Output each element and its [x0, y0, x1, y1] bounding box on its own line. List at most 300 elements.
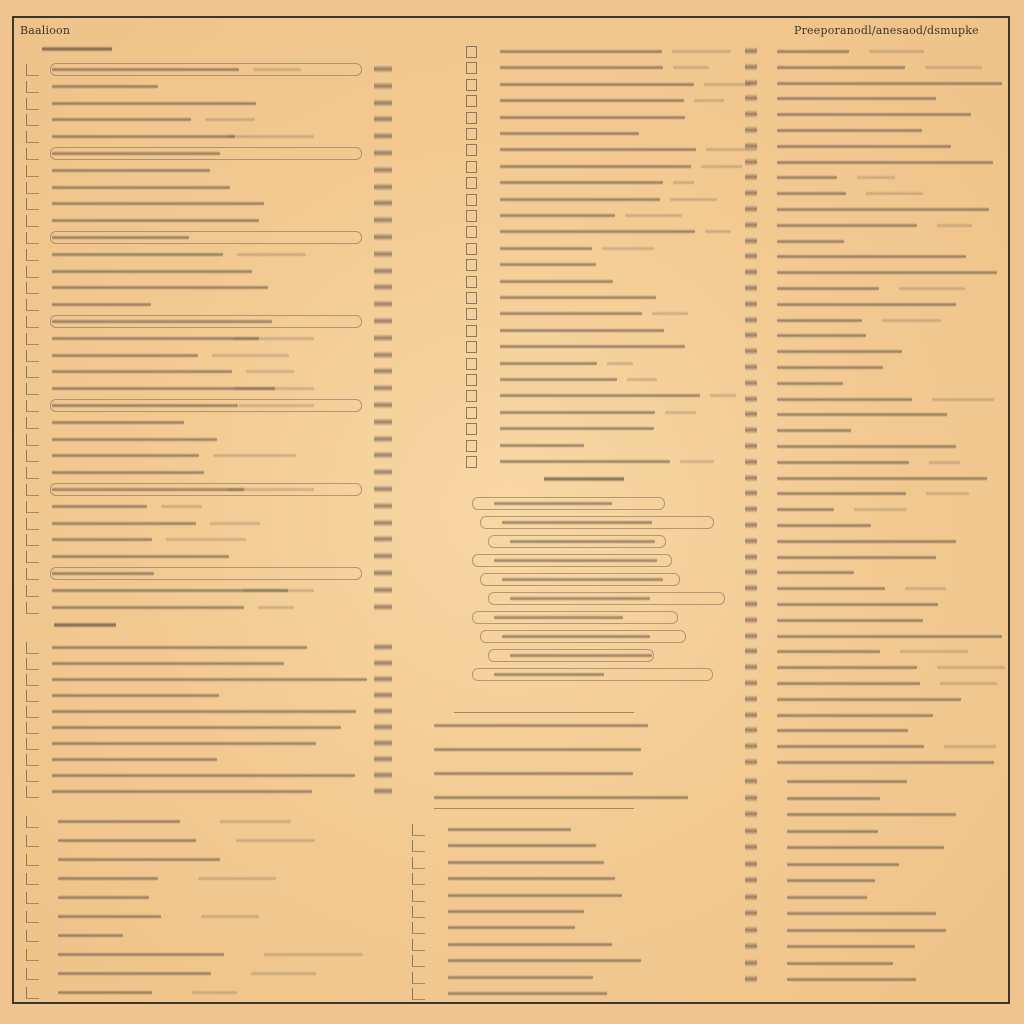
entry-text — [777, 460, 909, 465]
entry-text — [777, 49, 849, 54]
ledger-row — [14, 568, 394, 580]
entry-text — [500, 98, 684, 103]
entry-text — [52, 437, 217, 442]
entry-text — [448, 909, 584, 914]
entry-text — [777, 128, 922, 133]
entry-chip — [50, 231, 362, 244]
ledger-row — [739, 441, 1012, 453]
entry-text — [500, 459, 670, 464]
entry-value — [745, 189, 757, 197]
entry-text — [787, 878, 875, 883]
ledger-row — [394, 612, 739, 624]
ledger-row — [739, 941, 1012, 953]
entry-text — [777, 175, 837, 180]
entry-text — [52, 661, 284, 666]
row-number-mark — [26, 770, 39, 782]
checkbox-mark — [466, 161, 477, 173]
ledger-row — [14, 350, 394, 362]
entry-text — [448, 827, 571, 832]
ledger-row — [14, 949, 394, 961]
ledger-row — [739, 908, 1012, 920]
entry-text — [777, 760, 994, 765]
ledger-row — [14, 930, 394, 942]
entry-note — [680, 459, 714, 464]
checkbox-mark — [466, 341, 477, 353]
entry-text — [777, 96, 936, 101]
entry-text — [52, 677, 367, 682]
row-number-mark — [412, 955, 425, 967]
entry-text — [787, 944, 915, 949]
entry-text — [500, 131, 639, 136]
row-number-mark — [26, 81, 39, 93]
ledger-row — [739, 346, 1012, 358]
section-heading — [54, 622, 116, 628]
row-number-mark — [26, 873, 39, 885]
checkbox-mark — [466, 358, 477, 370]
row-number-mark — [26, 165, 39, 177]
row-number-mark — [26, 467, 39, 479]
ledger-row — [394, 62, 739, 74]
entry-text — [52, 757, 217, 762]
entry-value — [745, 537, 757, 545]
entry-text — [52, 336, 259, 341]
entry-value — [374, 418, 392, 426]
entry-text — [500, 393, 700, 398]
entry-value — [374, 317, 392, 325]
entry-chip — [50, 483, 362, 496]
entry-note — [701, 164, 742, 169]
entry-text — [52, 369, 232, 374]
entry-value — [745, 268, 757, 276]
ledger-row — [394, 631, 739, 643]
entry-text — [500, 65, 663, 70]
entry-value — [745, 616, 757, 624]
entry-value — [745, 794, 757, 802]
ledger-row — [14, 786, 394, 798]
entry-value — [745, 926, 757, 934]
entry-text — [777, 618, 923, 623]
entry-value — [745, 893, 757, 901]
entry-value — [745, 876, 757, 884]
ledger-row — [14, 98, 394, 110]
entry-text — [52, 201, 264, 206]
entry-text — [494, 558, 657, 563]
ledger-row — [739, 662, 1012, 674]
entry-text — [777, 555, 936, 560]
entry-value — [374, 82, 392, 90]
entry-value — [374, 183, 392, 191]
ledger-row — [739, 204, 1012, 216]
entry-chip — [50, 315, 362, 328]
entry-text — [777, 207, 989, 212]
entry-text — [787, 779, 907, 784]
ledger-row — [394, 972, 739, 984]
entry-text — [777, 523, 871, 528]
ledger-row — [739, 875, 1012, 887]
entry-text — [787, 862, 899, 867]
entry-note — [673, 180, 694, 185]
ledger-row — [394, 95, 739, 107]
ledger-row — [14, 738, 394, 750]
row-number-mark — [26, 366, 39, 378]
row-number-mark — [26, 949, 39, 961]
entry-value — [374, 132, 392, 140]
entry-value — [745, 909, 757, 917]
ledger-row — [394, 276, 739, 288]
ledger-row — [739, 473, 1012, 485]
ledger-row — [14, 198, 394, 210]
entry-value — [745, 959, 757, 967]
row-number-mark — [412, 873, 425, 885]
entry-value — [374, 267, 392, 275]
entry-value — [374, 787, 392, 795]
checkbox-mark — [466, 62, 477, 74]
ledger-row — [739, 157, 1012, 169]
entry-text — [777, 412, 947, 417]
entry-text — [52, 134, 235, 139]
entry-text — [777, 697, 961, 702]
row-number-mark — [412, 906, 425, 918]
ledger-row — [739, 457, 1012, 469]
row-number-mark — [26, 299, 39, 311]
row-number-mark — [26, 674, 39, 686]
entry-text — [777, 160, 993, 165]
entry-value — [745, 489, 757, 497]
ledger-row — [14, 690, 394, 702]
ledger-row — [739, 488, 1012, 500]
entry-note — [236, 838, 315, 843]
entry-value — [374, 691, 392, 699]
entry-note — [233, 336, 314, 341]
ledger-row — [394, 840, 739, 852]
entry-text — [52, 117, 191, 122]
entry-value — [745, 47, 757, 55]
entry-note — [929, 460, 960, 465]
right-title: Preeporanodl/anesaod/dsmupke — [794, 24, 979, 37]
row-number-mark — [26, 892, 39, 904]
ledger-row — [394, 669, 739, 681]
row-number-mark — [26, 350, 39, 362]
entry-text — [52, 554, 229, 559]
entry-value — [374, 250, 392, 258]
row-number-mark — [412, 972, 425, 984]
entry-value — [374, 65, 392, 73]
ledger-row — [739, 552, 1012, 564]
entry-note — [161, 504, 202, 509]
entry-text — [58, 819, 180, 824]
entry-text — [777, 381, 843, 386]
entry-text — [500, 426, 654, 431]
ledger-row — [394, 517, 739, 529]
entry-text — [777, 144, 951, 149]
entry-text — [777, 649, 880, 654]
entry-value — [745, 568, 757, 576]
ledger-row — [14, 484, 394, 496]
entry-text — [494, 501, 612, 506]
entry-note — [710, 393, 736, 398]
ledger-row — [739, 409, 1012, 421]
entry-value — [745, 142, 757, 150]
row-number-mark — [26, 551, 39, 563]
entry-text — [500, 361, 597, 366]
ledger-row — [394, 988, 739, 1000]
entry-text — [52, 168, 210, 173]
entry-text — [777, 81, 1002, 86]
entry-value — [374, 435, 392, 443]
entry-text — [434, 795, 688, 800]
ledger-row — [14, 835, 394, 847]
ledger-row — [739, 109, 1012, 121]
entry-text — [52, 420, 184, 425]
ledger-row — [14, 232, 394, 244]
ledger-row — [394, 555, 739, 567]
entry-text — [510, 653, 652, 658]
entry-value — [374, 771, 392, 779]
entry-value — [745, 237, 757, 245]
entry-value — [745, 758, 757, 766]
checkbox-mark — [466, 177, 477, 189]
entry-value — [374, 99, 392, 107]
ledger-row — [739, 141, 1012, 153]
entry-note — [940, 681, 997, 686]
entry-value — [374, 502, 392, 510]
entry-text — [510, 596, 650, 601]
entry-text — [777, 744, 924, 749]
row-number-mark — [26, 64, 39, 76]
entry-text — [777, 476, 987, 481]
entry-text — [52, 101, 256, 106]
entry-text — [448, 843, 596, 848]
ledger-row — [394, 79, 739, 91]
entry-text — [494, 672, 604, 677]
ledger-row — [394, 341, 739, 353]
entry-text — [448, 860, 604, 865]
divider-rule — [454, 712, 634, 713]
ledger-row — [394, 857, 739, 869]
ledger-row — [14, 706, 394, 718]
entry-text — [777, 112, 971, 117]
row-number-mark — [26, 333, 39, 345]
ledger-row — [739, 425, 1012, 437]
entry-text — [500, 246, 592, 251]
ledger-row — [394, 955, 739, 967]
entry-text — [52, 269, 252, 274]
entry-text — [52, 773, 355, 778]
entry-chip — [50, 63, 362, 76]
entry-value — [374, 283, 392, 291]
row-number-mark — [412, 890, 425, 902]
ledger-row — [394, 498, 739, 510]
entry-value — [374, 115, 392, 123]
row-number-mark — [26, 987, 39, 999]
row-number-mark — [26, 232, 39, 244]
entry-text — [500, 311, 642, 316]
entry-value — [745, 647, 757, 655]
ledger-row — [14, 770, 394, 782]
checkbox-mark — [466, 407, 477, 419]
ledger-row — [739, 394, 1012, 406]
ledger-row — [739, 536, 1012, 548]
entry-text — [787, 845, 944, 850]
ledger-row — [739, 188, 1012, 200]
entry-text — [52, 453, 199, 458]
entry-text — [448, 876, 615, 881]
entry-text — [434, 771, 633, 776]
row-number-mark — [412, 939, 425, 951]
ledger-row — [394, 325, 739, 337]
row-number-mark — [412, 857, 425, 869]
entry-value — [374, 149, 392, 157]
checkbox-mark — [466, 456, 477, 468]
entry-note — [665, 410, 696, 415]
row-number-mark — [26, 450, 39, 462]
ledger-row — [14, 754, 394, 766]
entry-value — [745, 726, 757, 734]
ledger-row — [394, 536, 739, 548]
entry-text — [434, 723, 648, 728]
entry-text — [448, 942, 612, 947]
entry-text — [52, 741, 316, 746]
entry-note — [264, 952, 363, 957]
entry-value — [374, 384, 392, 392]
entry-chip — [50, 147, 362, 160]
row-number-mark — [26, 215, 39, 227]
entry-note — [227, 134, 314, 139]
entry-text — [777, 539, 956, 544]
ledger-row — [14, 854, 394, 866]
ledger-row — [14, 674, 394, 686]
ledger-row — [14, 642, 394, 654]
entry-value — [374, 451, 392, 459]
entry-note — [166, 537, 246, 542]
checkbox-mark — [466, 79, 477, 91]
entry-value — [374, 519, 392, 527]
entry-text — [448, 991, 607, 996]
ledger-row — [739, 362, 1012, 374]
entry-value — [745, 860, 757, 868]
entry-value — [374, 351, 392, 359]
ledger-row — [14, 434, 394, 446]
entry-text — [502, 577, 663, 582]
entry-text — [500, 262, 596, 267]
entry-note — [212, 353, 289, 358]
entry-value — [745, 300, 757, 308]
entry-text — [52, 252, 223, 257]
entry-note — [905, 586, 946, 591]
ledger-row — [14, 316, 394, 328]
divider-rule — [434, 808, 634, 809]
entry-text — [52, 605, 244, 610]
entry-text — [777, 302, 956, 307]
entry-text — [52, 693, 219, 698]
ledger-row — [14, 892, 394, 904]
entry-note — [694, 98, 724, 103]
entry-text — [787, 977, 916, 982]
entry-value — [745, 126, 757, 134]
row-number-mark — [26, 114, 39, 126]
entry-value — [374, 552, 392, 560]
ledger-row — [739, 378, 1012, 390]
ledger-row — [394, 259, 739, 271]
entry-note — [926, 491, 969, 496]
row-number-mark — [26, 968, 39, 980]
row-number-mark — [412, 922, 425, 934]
row-number-mark — [26, 816, 39, 828]
entry-text — [58, 914, 161, 919]
section-heading — [544, 476, 624, 482]
ledger-row — [739, 583, 1012, 595]
entry-note — [192, 990, 237, 995]
entry-value — [374, 586, 392, 594]
ledger-row — [739, 504, 1012, 516]
entry-value — [745, 663, 757, 671]
entry-note — [937, 223, 972, 228]
entry-text — [448, 975, 593, 980]
entry-text — [777, 223, 917, 228]
ledger-row — [739, 892, 1012, 904]
entry-text — [777, 602, 938, 607]
ledger-row — [14, 366, 394, 378]
entry-text — [500, 164, 691, 169]
ledger-row — [14, 249, 394, 261]
entry-note — [672, 49, 731, 54]
entry-note — [673, 65, 709, 70]
ledger-row — [14, 987, 394, 999]
ledger-row — [394, 906, 739, 918]
entry-text — [52, 789, 312, 794]
entry-text — [500, 82, 694, 87]
row-number-mark — [412, 988, 425, 1000]
ledger-row — [14, 467, 394, 479]
entry-note — [670, 197, 717, 202]
checkbox-mark — [466, 390, 477, 402]
row-number-mark — [26, 198, 39, 210]
entry-text — [500, 410, 655, 415]
ledger-row — [739, 842, 1012, 854]
ledger-row — [394, 358, 739, 370]
left-column — [14, 18, 394, 1002]
entry-text — [448, 893, 622, 898]
entry-text — [510, 539, 655, 544]
entry-text — [434, 747, 641, 752]
entry-value — [745, 316, 757, 324]
entry-value — [745, 777, 757, 785]
ledger-row — [739, 251, 1012, 263]
entry-text — [52, 285, 268, 290]
checkbox-mark — [466, 128, 477, 140]
entry-text — [787, 961, 893, 966]
entry-note — [944, 744, 996, 749]
row-number-mark — [26, 585, 39, 597]
ledger-row — [14, 148, 394, 160]
ledger-row — [739, 125, 1012, 137]
entry-note — [213, 453, 296, 458]
entry-value — [745, 252, 757, 260]
entry-text — [777, 444, 956, 449]
entry-text — [777, 65, 905, 70]
entry-value — [745, 63, 757, 71]
entry-value — [745, 695, 757, 703]
row-number-mark — [26, 131, 39, 143]
entry-text — [52, 537, 152, 542]
ledger-row — [739, 776, 1012, 788]
entry-note — [869, 49, 924, 54]
row-number-mark — [26, 417, 39, 429]
ledger-row — [14, 114, 394, 126]
row-number-mark — [26, 602, 39, 614]
entry-text — [787, 812, 956, 817]
ledger-row — [14, 501, 394, 513]
